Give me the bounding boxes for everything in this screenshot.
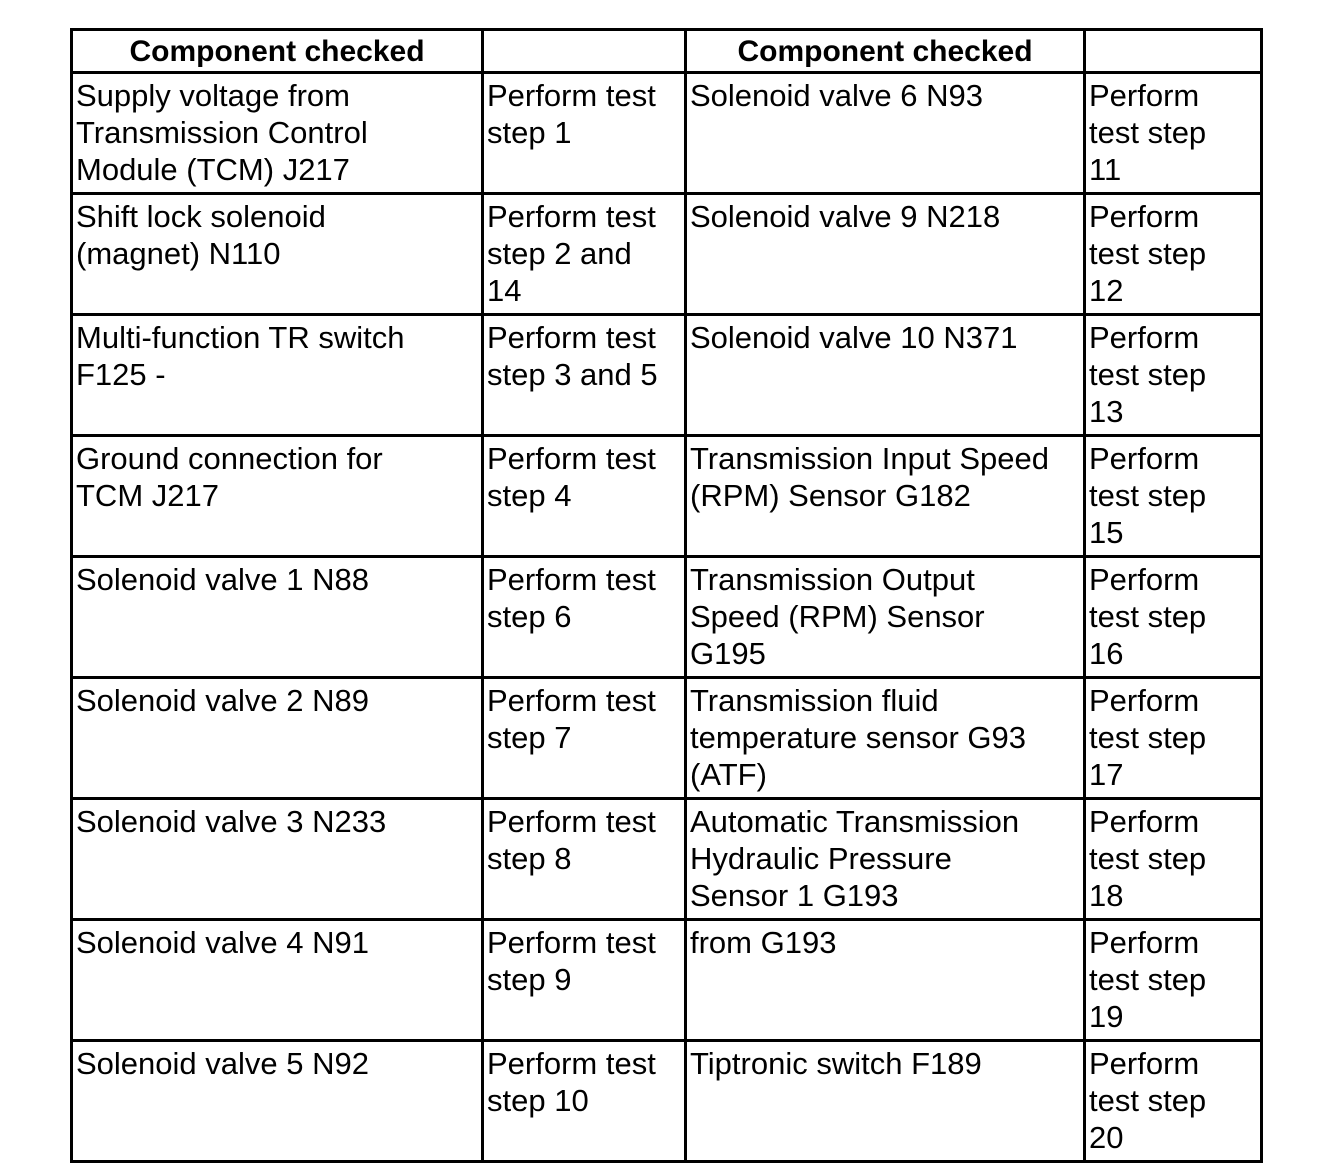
test-step-cell: Perform test step 1 — [483, 73, 686, 194]
test-step-cell: Perform test step 3 and 5 — [483, 315, 686, 436]
component-cell: Shift lock solenoid (magnet) N110 — [72, 194, 483, 315]
test-step-cell: Perform test step 2 and 14 — [483, 194, 686, 315]
table-row — [72, 799, 1262, 920]
component-cell: Solenoid valve 2 N89 — [72, 678, 483, 799]
component-cell: Solenoid valve 10 N371 — [686, 315, 1085, 436]
table-body — [72, 73, 1262, 1162]
component-cell: from G193 — [686, 920, 1085, 1041]
table-row — [72, 194, 1262, 315]
table-row — [72, 73, 1262, 194]
header-component-checked-left: Component checked — [72, 30, 483, 73]
table-row — [72, 678, 1262, 799]
component-cell: Transmission fluid temperature sensor G93 (ATF) — [686, 678, 1085, 799]
test-step-cell: Perform test step 20 — [1085, 1041, 1262, 1162]
component-cell: Tiptronic switch F189 — [686, 1041, 1085, 1162]
table-row — [72, 557, 1262, 678]
table-row — [72, 315, 1262, 436]
test-step-cell: Perform test step 12 — [1085, 194, 1262, 315]
component-cell: Solenoid valve 6 N93 — [686, 73, 1085, 194]
header-component-checked-right: Component checked — [686, 30, 1085, 73]
table-row — [72, 436, 1262, 557]
component-cell: Solenoid valve 5 N92 — [72, 1041, 483, 1162]
test-step-cell: Perform test step 18 — [1085, 799, 1262, 920]
component-cell: Transmission Output Speed (RPM) Sensor G195 — [686, 557, 1085, 678]
test-step-cell: Perform test step 16 — [1085, 557, 1262, 678]
test-step-cell: Perform test step 13 — [1085, 315, 1262, 436]
component-cell: Solenoid valve 1 N88 — [72, 557, 483, 678]
test-step-cell: Perform test step 15 — [1085, 436, 1262, 557]
test-step-cell: Perform test step 17 — [1085, 678, 1262, 799]
component-test-table — [70, 28, 1263, 1163]
test-step-cell: Perform test step 10 — [483, 1041, 686, 1162]
test-step-cell: Perform test step 7 — [483, 678, 686, 799]
test-step-cell: Perform test step 19 — [1085, 920, 1262, 1041]
component-cell: Solenoid valve 9 N218 — [686, 194, 1085, 315]
test-step-cell: Perform test step 9 — [483, 920, 686, 1041]
component-cell: Ground connection for TCM J217 — [72, 436, 483, 557]
header-blank-right — [1085, 30, 1262, 73]
component-cell: Automatic Transmission Hydraulic Pressure Sensor 1 G193 — [686, 799, 1085, 920]
table-row — [72, 920, 1262, 1041]
component-cell: Solenoid valve 4 N91 — [72, 920, 483, 1041]
component-cell: Solenoid valve 3 N233 — [72, 799, 483, 920]
test-step-cell: Perform test step 11 — [1085, 73, 1262, 194]
component-cell: Supply voltage from Transmission Control Module (TCM) J217 — [72, 73, 483, 194]
table-header-row — [72, 30, 1262, 73]
component-cell: Transmission Input Speed (RPM) Sensor G182 — [686, 436, 1085, 557]
table-row — [72, 1041, 1262, 1162]
test-step-cell: Perform test step 6 — [483, 557, 686, 678]
header-blank-left — [483, 30, 686, 73]
test-step-cell: Perform test step 8 — [483, 799, 686, 920]
test-step-cell: Perform test step 4 — [483, 436, 686, 557]
component-cell: Multi-function TR switch F125 - — [72, 315, 483, 436]
